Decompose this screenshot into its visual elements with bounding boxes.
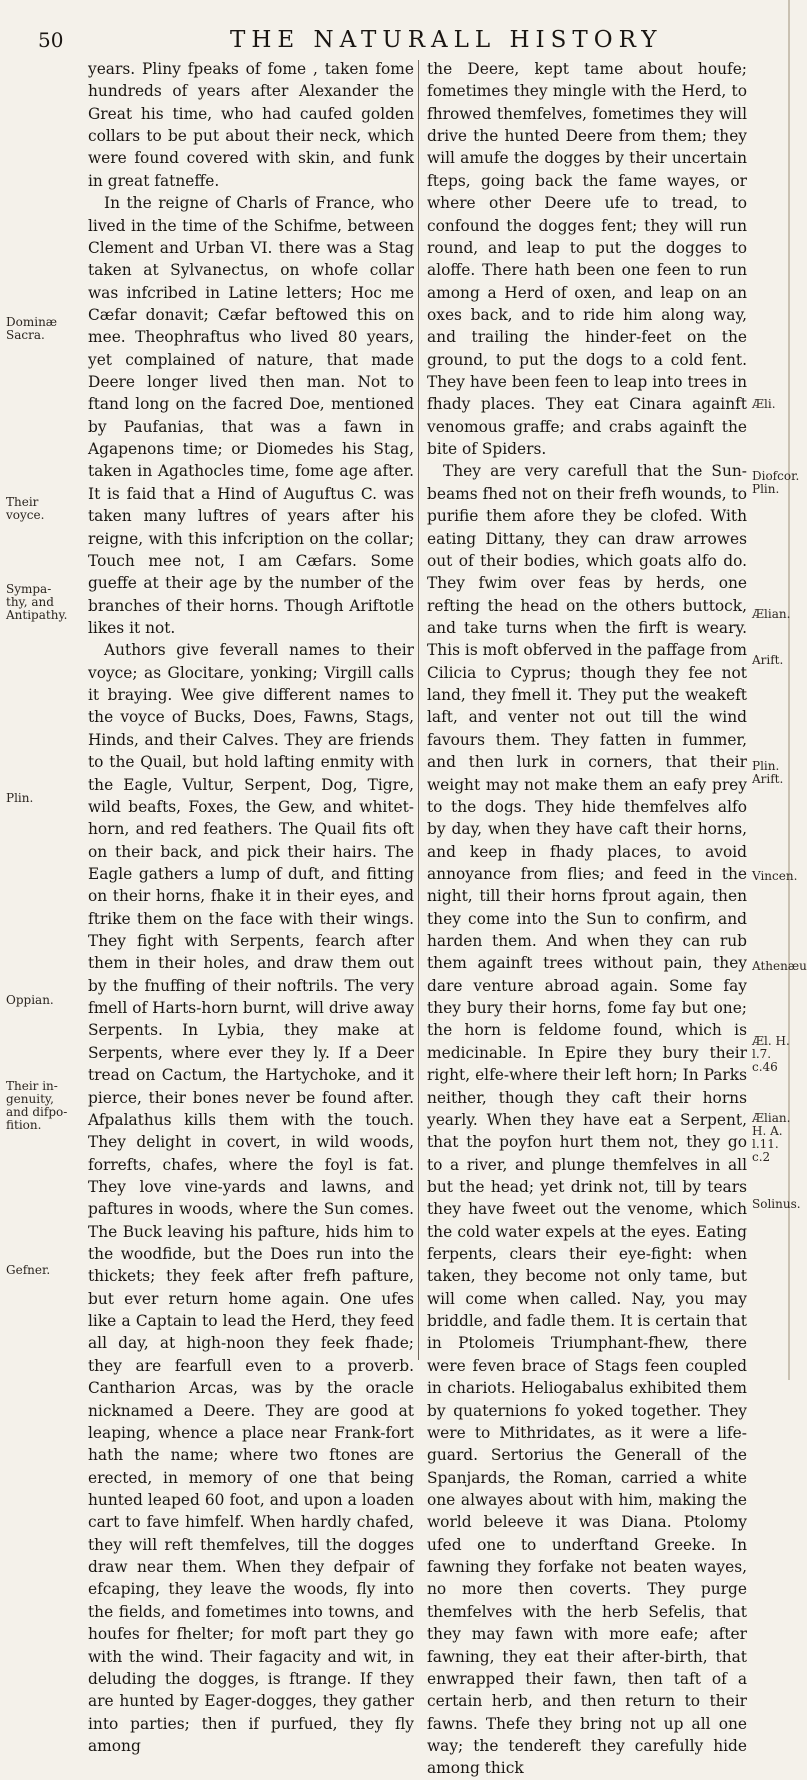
margin-note-right: Solinus. bbox=[752, 1197, 801, 1211]
left-paragraph: Authors give feverall names to their voyce; as Glocitare, yonking; Virgill calls it braying. Wee give different names to the voyce of Bucks, Does, Fawns, Stags, Hinds, and their Calves. They are friends to the Quail, but hold lafting enmity with the Eagle, Vultur, Serpent, Dog, Tigre, wild beafts, Foxes, the Gew, and whitet-horn, and red feathers. The Quail fits oft on their back, and pick their hairs. The Eagle gathers a lump of duft, and fitting on their horns, fhake it in their eyes, and ftrike them on the face with their wings. They fight with Serpents, fearch after them in their holes, and draw them out by the fnuffing of their noftrils. The very fmell of Harts-horn burnt, will drive away Serpents. In Lybia, they make at Serpents, where ever they ly. If a Deer tread on Cactum, the Hartychoke, and it pierce, their bones never be found after. Afpalathus kills them with the touch. They delight in covert, in wild woods, forrefts, chafes, where the foyl is fat. They love vine-yards and lawns, and paftures in woods, where the Sun comes. The Buck leaving his pafture, hids him to the woodfide, but the Does run into the thickets; they feek after frefh pafture, but ever return home again. One ufes like a Captain to lead the Herd, they feed all day, at high-noon they feek fhade; they are fearfull even to a proverb. Cantharion Arcas, was by the oracle nicknamed a Deere. They are good at leaping, whence a place near Frank-fort hath the name; where two ftones are erected, in memory of one that being hunted leaped 60 foot, and upon a loaden cart to fave himfelf. When hardly chafed, they will reft themfelves, till the dogges draw near them. When they defpair of efcaping, they leave the woods, fly into the fields, and fometimes into towns, and houfes for fhelter; for moft part they go with the wind. Their fagacity and wit, in deluding the dogges, is ftrange. If they are hunted by Eager-dogges, they gather into parties; then if purfued, they fly among bbox=[88, 641, 414, 1755]
margin-note-right: Arift. bbox=[752, 653, 784, 667]
margin-note-left: Plin. bbox=[6, 791, 34, 805]
margin-note-left: Their in- genuity, and difpo- fition. bbox=[6, 1079, 68, 1132]
page-number: 50 bbox=[38, 28, 64, 52]
left-paragraph: years. Pliny fpeaks of fome , taken fome hundreds of years after Alexander the Great his time, who had caufed golden collars to be put about their neck, which were found covered with skin, and funk in great fatneffe. bbox=[88, 60, 414, 190]
right-paragraph: the Deere, kept tame about houfe; fometimes they mingle with the Herd, to fhrowed themfelves, fometimes they will drive the hunted Deere from them; they will amufe the dogges by their uncertain fteps, going back the fame wayes, or where other Deere ufe to tread, to confound the dogges fent; they will run round, and leap to put the dogges to aloffe. There hath been one feen to run among a Herd of oxen, and leap on an oxes back, and to ride him along way, and trailing the hinder-feet on the ground, to put the dogs to a cold fent. They have been feen to leap into trees in fhady places. They eat Cinara againft venomous graffe; and crabs againft the bite of Spiders. bbox=[427, 60, 747, 459]
margin-note-right: Diofcor. Plin. bbox=[752, 469, 800, 496]
margin-note-left: Their voyce. bbox=[6, 495, 45, 522]
margin-note-right: Æl. H. l.7. c.46 bbox=[752, 1034, 790, 1074]
margin-note-left: Dominæ Sacra. bbox=[6, 315, 58, 342]
left-paragraph: In the reigne of Charls of France, who lived in the time of the Schifme, between Clement and Urban VI. there was a Stag taken at Sylvanectus, on whofe collar was infcribed in Latine letters; Hoc me Cæfar donavit; Cæfar beftowed this on mee. Theophraftus who lived 80 years, yet complained of nature, that made Deere longer lived then man. Not to ftand long on the facred Doe, mentioned by Paufanias, that was a fawn in Agapenons time; or Diomedes his Stag, taken in Agathocles time, fome age after. It is faid that a Hind of Auguftus C. was taken many luftres of years after his reigne, with this infcription on the collar; Touch mee not, I am Cæfars. Some gueffe at their age by the number of the branches of their horns. Though Ariftotle likes it not. bbox=[88, 194, 414, 637]
right-paragraph: They are very carefull that the Sun-beams fhed not on their frefh wounds, to purifie them afore they be clofed. With eating Dittany, they can draw arrowes out of their bodies, which goats alfo do. They fwim over feas by herds, one refting the head on the others buttock, and take turns when the firft is weary. This is moft obferved in the paffage from Cilicia to Cyprus; though they fee not land, they fmell it. They put the weakeft laft, and venter not out till the wind favours them. They fatten in fummer, and then lurk in corners, that their weight may not make them an eafy prey to the dogs. They hide themfelves alfo by day, when they have caft their horns, and keep in fhady places, to avoid annoyance from flies; and feed in the night, till their horns fprout again, then they come into the Sun to confirm, and harden them. And when they can rub them againft trees without pain, they dare venture abroad again. Some fay they bury their horns, fome fay but one; the horn is feldome found, which is medicinable. In Epire they bury their right, elfe-where their left horn; In Parks neither, though they caft their horns yearly. When they have eat a Serpent, that the poyfon hurt them not, they go to a river, and plunge themfelves in all but the head; yet drink not, till by tears they have fweet out the venome, which the cold water expels at the eyes. Eating ferpents, clears their eye-fight: when taken, they become not only tame, but will come when called. Nay, you may briddle, and fadle them. It is certain that in Ptolomeis Triumphant-fhew, there were feven brace of Stags feen coupled in chariots. Heliogabalus exhibited them by quaternions fo yoked together. They were to Mithridates, as it were a life-guard. Sertorius the Generall of the Spanjards, the Roman, carried a white one alwayes about with him, making the world beleeve it was Diana. Ptolomy ufed one to underftand Greeke. In fawning they forfake not beaten wayes, no more then coverts. They purge themfelves with the herb Sefelis, that they may fawn with more eafe; after fawning, they eat their after-birth, that enwrapped their fawn, then taft of a certain herb, and then return to their fawns. Thefe they bring not up all one way; the tendereft they carefully hide among thick bbox=[427, 462, 747, 1778]
right-text-column bbox=[427, 58, 747, 1778]
margin-note-left: Oppian. bbox=[6, 993, 54, 1007]
margin-note-right: Æli. bbox=[752, 397, 776, 411]
margin-note-right: Plin. Arift. bbox=[752, 759, 784, 786]
margin-note-right: Ælian. bbox=[752, 607, 791, 621]
margin-note-left: Sympa- thy, and Antipathy. bbox=[6, 582, 68, 622]
margin-note-left: Gefner. bbox=[6, 1263, 51, 1277]
margin-note-right: Vincen. bbox=[752, 869, 798, 883]
margin-note-right: Athenæu bbox=[752, 959, 807, 973]
page-gutter-edge bbox=[788, 0, 790, 1380]
left-text-column bbox=[88, 58, 414, 1755]
column-divider bbox=[418, 60, 419, 1360]
margin-note-right: Ælian. H. A. l.11. c.2 bbox=[752, 1111, 791, 1164]
running-head: THE NATURALL HISTORY bbox=[230, 27, 663, 53]
